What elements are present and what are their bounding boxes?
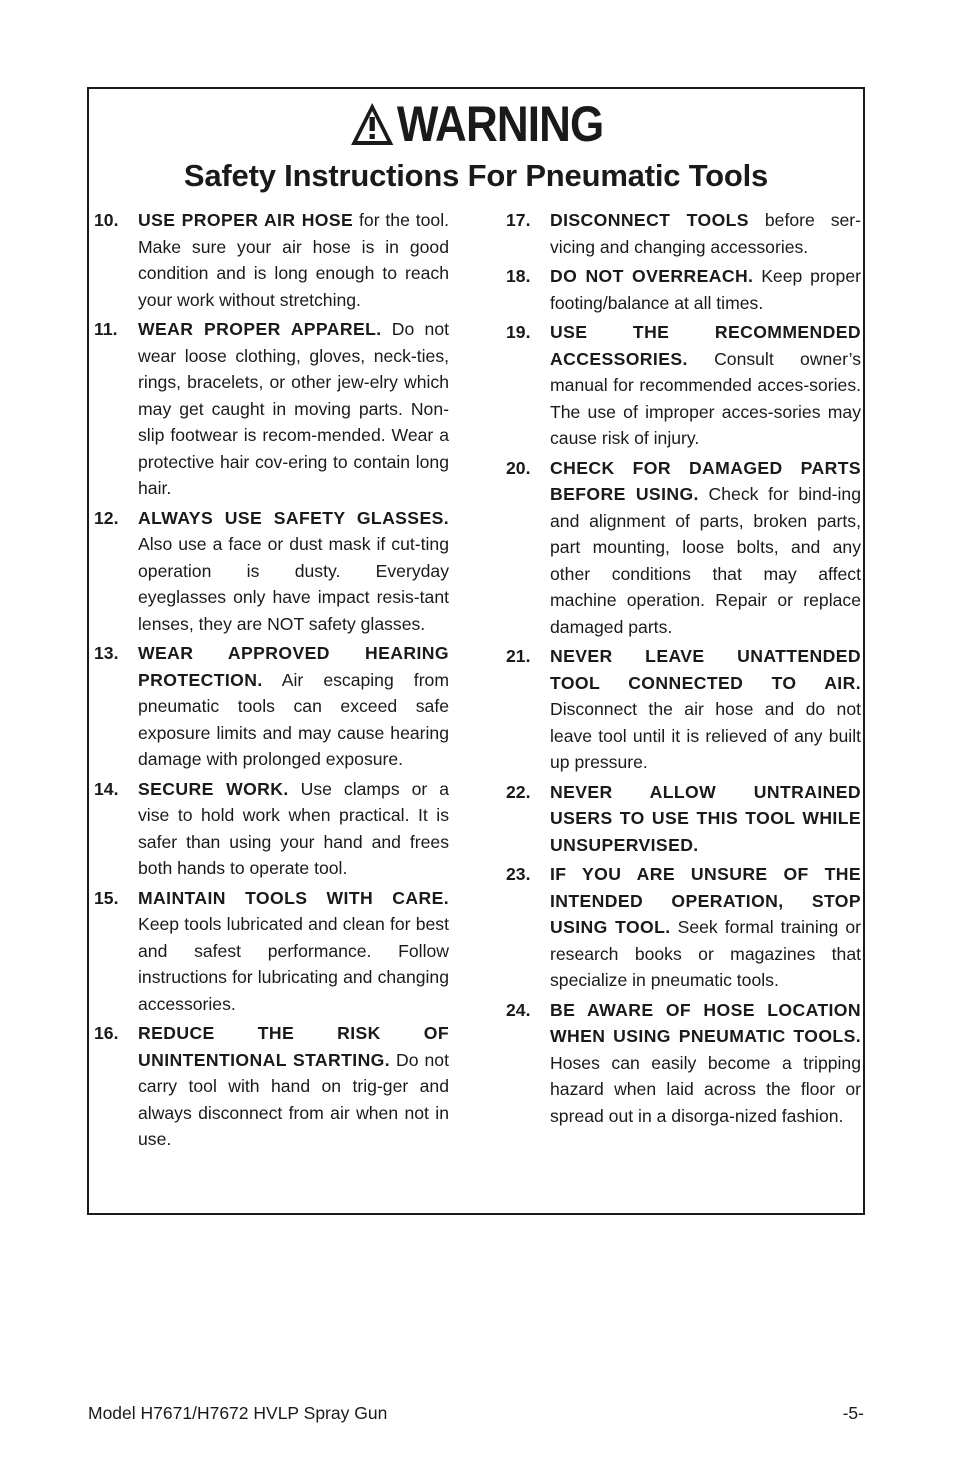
instruction-text xyxy=(550,207,861,260)
warning-label: WARNING xyxy=(396,96,604,152)
instruction-heading: MAINTAIN TOOLS WITH CARE. xyxy=(138,887,449,908)
instruction-text xyxy=(550,997,861,1130)
instruction-body: before ser-vicing and changing accessories. xyxy=(550,210,861,257)
warning-title xyxy=(349,96,604,152)
instruction-number: 14. xyxy=(94,778,119,799)
instruction-item xyxy=(94,885,449,1018)
instruction-text xyxy=(550,319,861,452)
instruction-number: 16. xyxy=(94,1023,119,1043)
instruction-text xyxy=(550,263,861,316)
instruction-text xyxy=(138,1020,449,1153)
instruction-item xyxy=(94,207,449,313)
instruction-text xyxy=(138,505,449,638)
instruction-item xyxy=(506,455,861,641)
instruction-number: 12. xyxy=(94,507,119,528)
instruction-text xyxy=(138,316,449,502)
section-subtitle: Safety Instructions For Pneumatic Tools xyxy=(183,158,769,193)
instruction-body: Air escaping from pneumatic tools can exceed safe exposure limits and may cause hearing damage with prolonged exposure. xyxy=(138,669,449,769)
instruction-item xyxy=(94,1020,449,1153)
instruction-item xyxy=(506,643,861,776)
warning-triangle-icon xyxy=(349,101,395,147)
instruction-text xyxy=(138,640,449,773)
left-column xyxy=(94,207,449,1156)
page-number: -5- xyxy=(842,1403,864,1423)
instruction-number: 11. xyxy=(94,319,118,339)
instruction-body: Disconnect the air hose and do not leave tool until it is relieved of any built up pressure. xyxy=(550,699,861,772)
instruction-number: 22. xyxy=(506,781,531,802)
instruction-text xyxy=(550,643,861,776)
instruction-heading: IF YOU ARE UNSURE OF THE INTENDED OPERATION, STOP USING TOOL. xyxy=(550,864,861,937)
instruction-body: Do not wear loose clothing, gloves, neck-ties, rings, bracelets, or other jew-elry which may get caught in moving parts. Non-slip footwear is recom-mended. Wear a protective hair cov-ering to contain long hair. xyxy=(138,319,449,498)
instruction-heading: DO NOT OVERREACH. xyxy=(550,266,754,286)
instruction-heading: NEVER ALLOW UNTRAINED USERS TO USE THIS TOOL WHILE UNSUPERVISED. xyxy=(550,781,861,855)
instruction-item xyxy=(506,997,861,1130)
instruction-body: Also use a face or dust mask if cut-ting operation is dusty. Everyday eyeglasses only have impact resis-tant lenses, they are NOT safety glasses. xyxy=(138,534,449,634)
instruction-item xyxy=(506,861,861,994)
instruction-number: 17. xyxy=(506,210,531,230)
instruction-item xyxy=(94,640,449,773)
instruction-body: Hoses can easily become a tripping hazard when laid across the floor or spread out in a disorga-nized fashion. xyxy=(550,1052,861,1126)
model-label: Model H7671/H7672 HVLP Spray Gun xyxy=(88,1403,388,1423)
instruction-text xyxy=(550,779,861,859)
instruction-body: Seek formal training or research books or magazines that specialize in pneumatic tools. xyxy=(550,917,861,990)
instruction-item xyxy=(506,779,861,859)
instruction-heading: WEAR APPROVED HEARING PROTECTION. xyxy=(138,643,449,690)
instruction-text xyxy=(138,776,449,882)
instruction-item xyxy=(94,505,449,638)
instruction-number: 15. xyxy=(94,887,119,908)
instruction-number: 19. xyxy=(506,322,531,342)
instruction-heading: SECURE WORK. xyxy=(138,778,289,799)
instruction-item xyxy=(506,319,861,452)
instruction-number: 18. xyxy=(506,266,531,286)
instruction-body: Keep proper footing/balance at all times. xyxy=(550,266,861,313)
page-footer xyxy=(88,1403,864,1424)
instruction-number: 13. xyxy=(94,643,119,663)
instruction-heading: USE THE RECOMMENDED ACCESSORIES. xyxy=(550,322,861,369)
instruction-text xyxy=(138,885,449,1018)
instruction-number: 24. xyxy=(506,999,531,1020)
instruction-heading: BE AWARE OF HOSE LOCATION WHEN USING PNEUMATIC TOOLS. xyxy=(550,999,861,1046)
instruction-body: Use clamps or a vise to hold work when practical. It is safer than using your hand and frees both hands to operate tool. xyxy=(138,778,449,878)
warning-header xyxy=(89,96,863,194)
instruction-body: Do not carry tool with hand on trig-ger and always disconnect from air when not in use. xyxy=(138,1049,449,1149)
instruction-body: Keep tools lubricated and clean for best and safest performance. Follow instructions for lubricating and changing accessories. xyxy=(138,914,449,1014)
instruction-number: 20. xyxy=(506,457,531,478)
instruction-text xyxy=(550,455,861,641)
instruction-body: for the tool. Make sure your air hose is in good condition and is long enough to reach your work without stretching. xyxy=(138,210,449,310)
instruction-number: 10. xyxy=(94,210,119,230)
instruction-heading: USE PROPER AIR HOSE xyxy=(138,210,354,230)
instruction-heading: REDUCE THE RISK OF UNINTENTIONAL STARTING. xyxy=(138,1023,449,1070)
instruction-text xyxy=(550,861,861,994)
warning-box xyxy=(87,87,865,1215)
instruction-heading: ALWAYS USE SAFETY GLASSES. xyxy=(138,507,449,528)
instruction-item xyxy=(94,776,449,882)
instruction-item xyxy=(506,207,861,260)
instruction-heading: WEAR PROPER APPAREL. xyxy=(138,319,382,339)
right-column xyxy=(506,207,861,1132)
instruction-item xyxy=(94,316,449,502)
instruction-item xyxy=(506,263,861,316)
instruction-text xyxy=(138,207,449,313)
instruction-heading: DISCONNECT TOOLS xyxy=(550,210,749,230)
instruction-number: 21. xyxy=(506,646,531,666)
instruction-number: 23. xyxy=(506,864,531,884)
instruction-heading: NEVER LEAVE UNATTENDED TOOL CONNECTED TO AIR. xyxy=(550,646,861,693)
instruction-heading: CHECK FOR DAMAGED PARTS BEFORE USING. xyxy=(550,457,861,504)
instruction-body: Consult owner’s manual for recommended acces-sories. The use of improper acces-sories may cause risk of injury. xyxy=(550,348,861,448)
instruction-body: Check for bind-ing and alignment of parts, broken parts, part mounting, loose bolts, and any other conditions that may affect machine operation. Repair or replace damaged parts. xyxy=(550,484,861,637)
